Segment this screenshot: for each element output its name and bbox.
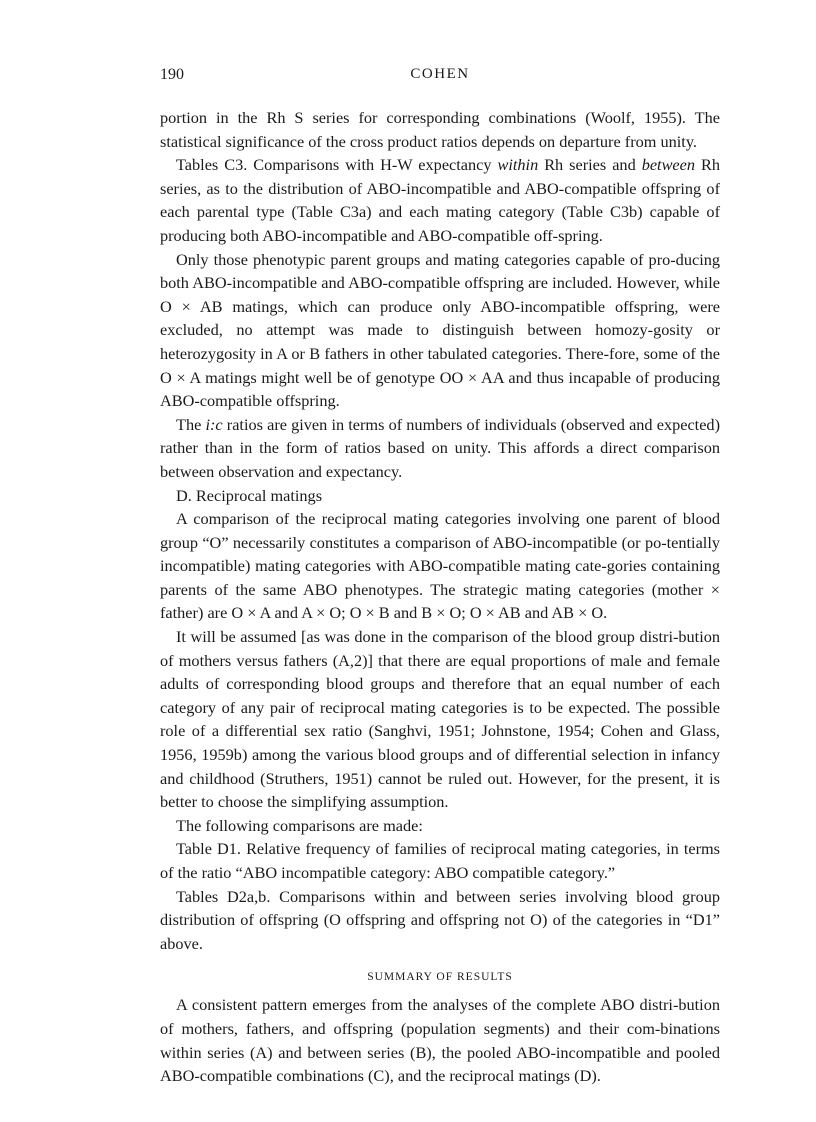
paragraph-ic-ratios: The i:c ratios are given in terms of numbers of individuals (observed and expected) rather than in the form of ratios based on unity. This affords a direct comparison between observation and expectancy. xyxy=(160,414,720,481)
paragraph-assumption: It will be assumed [as was done in the comparison of the blood group distri-bution of mothers versus fathers (A,2)] that there are equal proportions of male and female adults of corresponding blood groups and therefore that an equal number of each category of any pair of reciprocal mating categories is to be expected. The possible role of a differential sex ratio (Sanghvi, 1951; Johnstone, 1954; Cohen and Glass, 1956, 1959b) among the various blood groups and of differential selection in infancy and childhood (Struthers, 1951) cannot be ruled out. However, for the present, it is better to choose the simplifying assumption. xyxy=(160,627,720,812)
emphasis-ic: i:c xyxy=(205,414,223,434)
paragraph-table-d1: Table D1. Relative frequency of families of reciprocal mating categories, in terms of the ratio “ABO incompatible category: ABO compatible category.” xyxy=(160,839,720,882)
emphasis-between: between xyxy=(641,155,696,175)
running-title: COHEN xyxy=(410,66,470,82)
paragraph-tables-d2: Tables D2a,b. Comparisons within and between series involving blood group distribution of offspring (O offspring and offspring not O) of the categories in “D1” above. xyxy=(160,886,720,953)
paragraph-tables-c3: Tables C3. Comparisons with H-W expectancy within Rh series and between Rh series, as to the distribution of ABO-incompatible and ABO-compatible offspring of each parental type (Table C3a) and each mating category (Table C3b) capable of producing both ABO-incompatible and ABO-compatible off-spring. xyxy=(160,155,721,245)
paragraph-summary: A consistent pattern emerges from the analyses of the complete ABO distri-bution of mothers, fathers, and offspring (population segments) and their com-binations within series (A) and between series (B), the pooled ABO-incompatible and pooled ABO-compatible combinations (C), and the reciprocal matings (D). xyxy=(160,995,720,1086)
running-head xyxy=(160,66,720,94)
journal-page xyxy=(160,66,720,1088)
subheading-reciprocal-matings: D. Reciprocal matings xyxy=(176,485,323,505)
body-text xyxy=(160,106,720,1088)
section-heading-summary: SUMMARY OF RESULTS xyxy=(367,971,513,984)
paragraph-reciprocal-comparison: A comparison of the reciprocal mating categories involving one parent of blood group “O” necessarily constitutes a comparison of ABO-incompatible (or po-tentially incompatible) mating categories with ABO-compatible mating cate-gories containing parents of the same ABO phenotypes. The strategic mating categories (mother × father) are O × A and A × O; O × B and B × O; O × AB and AB × O. xyxy=(160,509,720,623)
paragraph-continuation: portion in the Rh S series for corresponding combinations (Woolf, 1955). The statistical significance of the cross product ratios depends on departure from unity. xyxy=(160,108,720,151)
paragraph-comparisons-intro: The following comparisons are made: xyxy=(176,815,423,835)
emphasis-within: within xyxy=(497,155,539,175)
page-number: 190 xyxy=(160,66,184,83)
paragraph-parent-groups: Only those phenotypic parent groups and mating categories capable of pro-ducing both ABO-incompatible and ABO-compatible offspring are included. However, while O × AB matings, which can produce only ABO-incompatible offspring, were excluded, no attempt was made to distinguish between homozy-gosity or heterozygosity in A or B fathers in other tabulated categories. There-fore, some of the O × A matings might well be of genotype OO × AA and thus incapable of producing ABO-compatible offspring. xyxy=(160,249,720,411)
